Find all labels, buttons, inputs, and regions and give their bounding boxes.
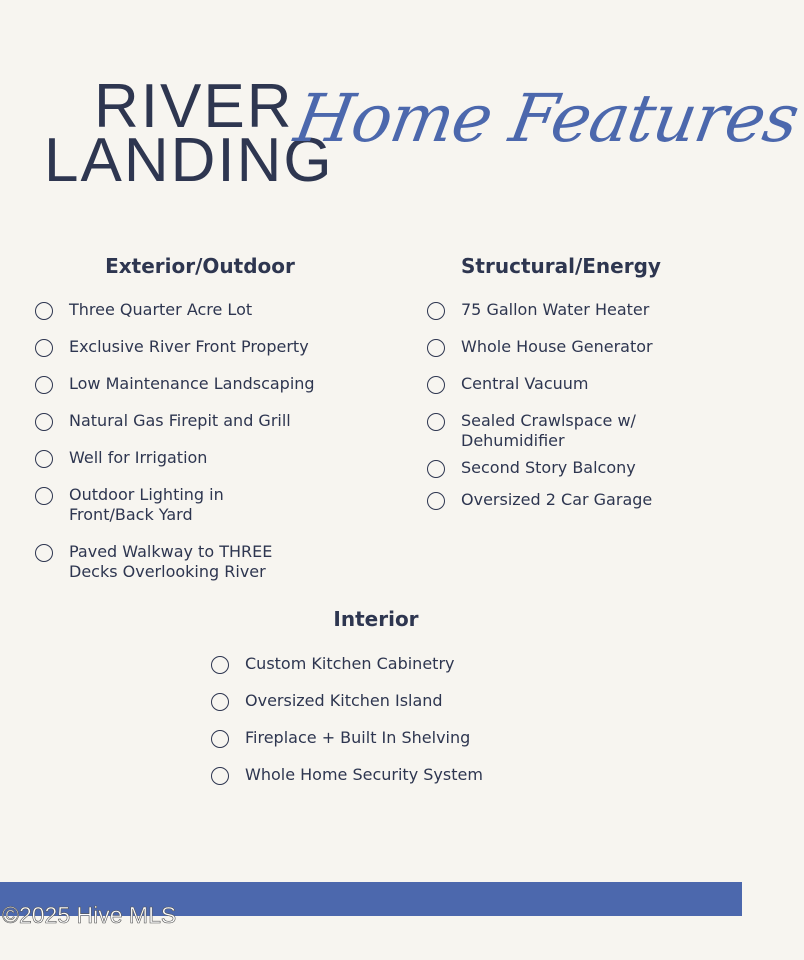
item-label: Central Vacuum: [461, 374, 589, 393]
item-label: Oversized Kitchen Island: [245, 691, 443, 710]
item-label: Natural Gas Firepit and Grill: [69, 411, 291, 430]
item-label: Sealed Crawlspace w/ Dehumidifier: [461, 411, 636, 450]
item-label: Fireplace + Built In Shelving: [245, 728, 471, 747]
list-item: [427, 374, 589, 394]
checkbox-circle-icon[interactable]: [35, 450, 53, 468]
heading-interior: Interior: [333, 607, 419, 631]
copyright-watermark: ©2025 Hive MLS: [2, 902, 177, 928]
list-item: [35, 485, 224, 525]
item-label: Custom Kitchen Cabinetry: [245, 654, 455, 673]
brand-logo: [44, 72, 334, 195]
item-label: Paved Walkway to THREE Decks Overlooking River: [69, 542, 273, 581]
item-label: Well for Irrigation: [69, 448, 208, 467]
list-item: [211, 728, 470, 748]
list-item: [35, 411, 291, 431]
checkbox-circle-icon[interactable]: [427, 376, 445, 394]
list-structural: [427, 300, 727, 520]
list-item: [211, 654, 454, 674]
list-item: [35, 448, 207, 468]
checkbox-circle-icon[interactable]: [427, 460, 445, 478]
heading-exterior: Exterior/Outdoor: [105, 254, 295, 278]
list-item: [427, 458, 636, 478]
list-item: [427, 337, 653, 357]
checkbox-circle-icon[interactable]: [211, 730, 229, 748]
item-label: Three Quarter Acre Lot: [69, 300, 253, 319]
list-item: [35, 337, 309, 357]
checkbox-circle-icon[interactable]: [35, 413, 53, 431]
title-block: [0, 0, 804, 200]
checkbox-circle-icon[interactable]: [427, 339, 445, 357]
brand-line-river: RIVER: [94, 72, 294, 141]
checkbox-circle-icon[interactable]: [35, 339, 53, 357]
list-item: [427, 490, 652, 510]
list-item: [427, 300, 649, 320]
item-label: Oversized 2 Car Garage: [461, 490, 653, 509]
checkbox-circle-icon[interactable]: [35, 302, 53, 320]
item-label: Exclusive River Front Property: [69, 337, 309, 356]
script-title: Home Features: [289, 80, 804, 157]
item-label: 75 Gallon Water Heater: [461, 300, 650, 319]
list-item: [211, 691, 443, 711]
list-interior: [211, 654, 551, 794]
checkbox-circle-icon[interactable]: [427, 413, 445, 431]
item-label: Outdoor Lighting in Front/Back Yard: [69, 485, 224, 524]
checkbox-circle-icon[interactable]: [35, 376, 53, 394]
heading-structural: Structural/Energy: [461, 254, 661, 278]
list-item: [35, 542, 272, 582]
item-label: Second Story Balcony: [461, 458, 636, 477]
list-item: [427, 411, 636, 451]
checkbox-circle-icon[interactable]: [211, 656, 229, 674]
list-item: [35, 374, 315, 394]
item-label: Low Maintenance Landscaping: [69, 374, 315, 393]
list-item: [35, 300, 252, 320]
checkbox-circle-icon[interactable]: [211, 693, 229, 711]
checkbox-circle-icon[interactable]: [35, 487, 53, 505]
checkbox-circle-icon[interactable]: [35, 544, 53, 562]
checkbox-circle-icon[interactable]: [427, 302, 445, 320]
item-label: Whole House Generator: [461, 337, 653, 356]
checkbox-circle-icon[interactable]: [211, 767, 229, 785]
list-exterior: [35, 300, 375, 590]
item-label: Whole Home Security System: [245, 765, 483, 784]
checkbox-circle-icon[interactable]: [427, 492, 445, 510]
brand-line-landing: LANDING: [44, 126, 334, 195]
list-item: [211, 765, 483, 785]
